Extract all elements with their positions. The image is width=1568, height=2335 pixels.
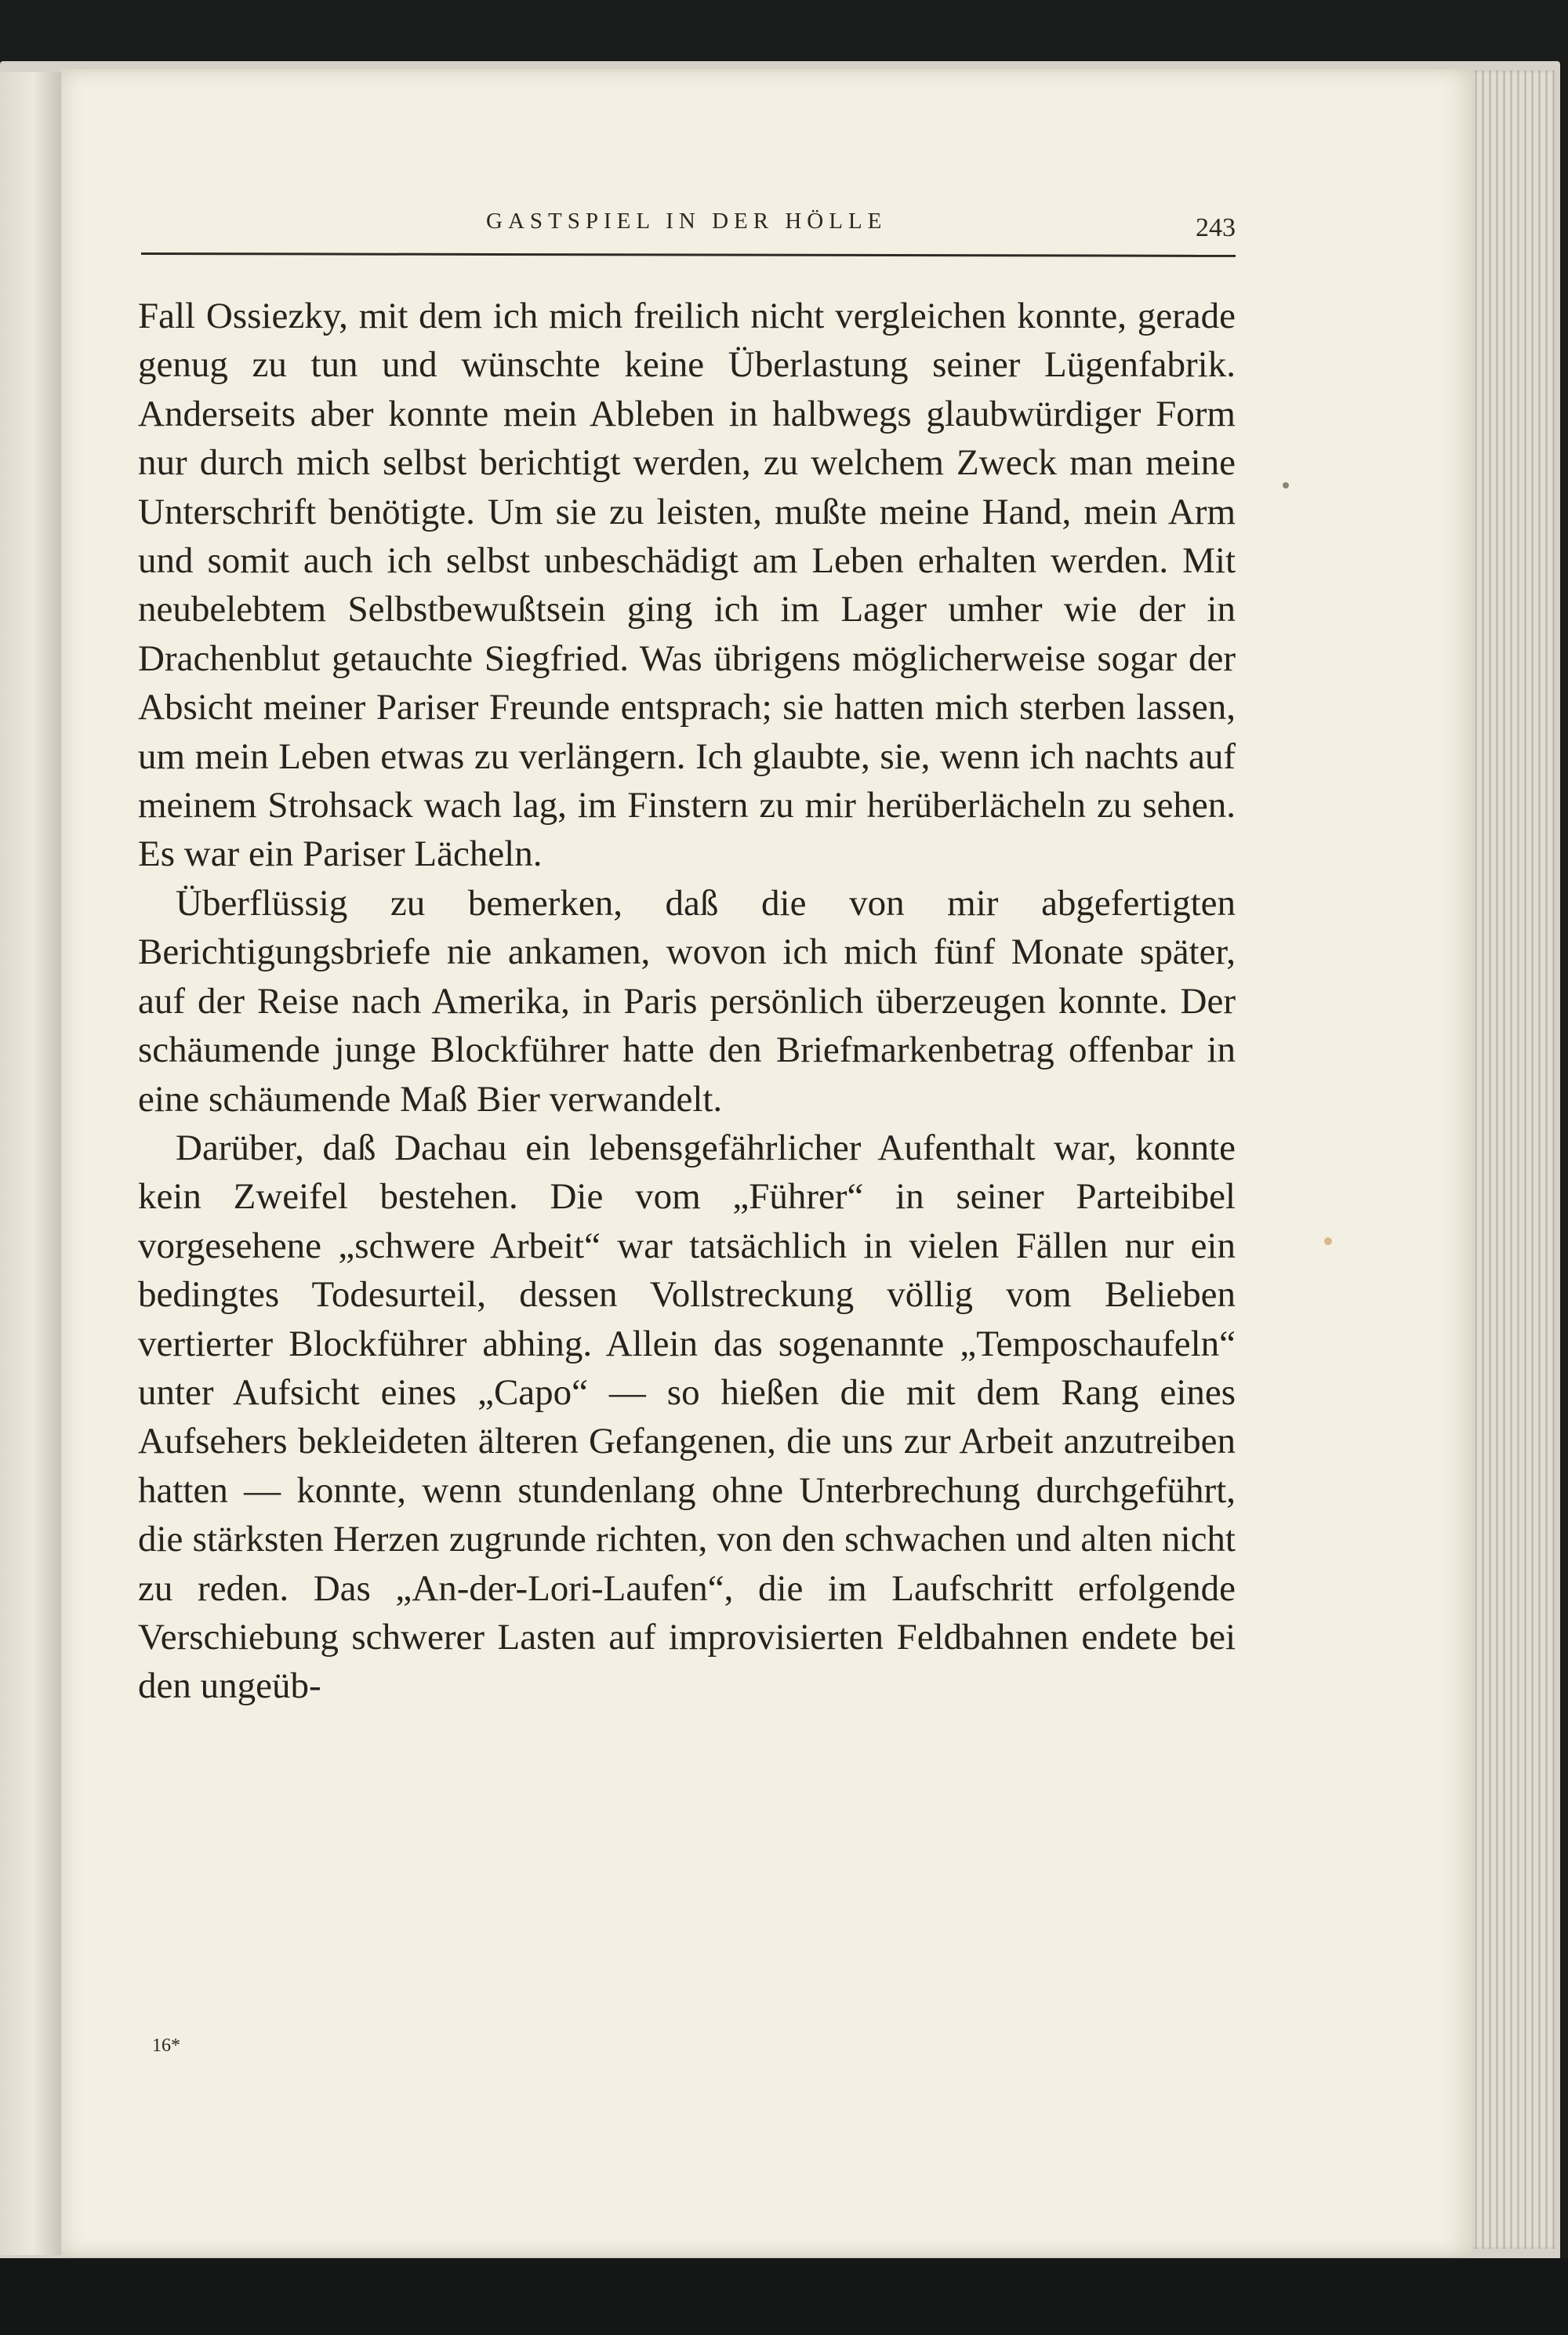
- ink-speck: [1324, 1237, 1332, 1245]
- paragraph: Darüber, daß Dachau ein lebensgefährlicher Aufenthalt war, konnte kein Zweifel bestehen. Die vom „Führer“ in seiner Parteibibel vorgesehene „schwere Arbeit“ war tatsächlich in vielen Fällen nur ein bedingtes Todesurteil, dessen Vollstreckung völlig vom Belieben vertierter Blockführer abhing. Allein das sogenannte „Temposchaufeln“ unter Aufsicht eines „Capo“ — so hießen die mit dem Rang eines Aufsehers bekleideten älteren Gefangenen, die uns zur Arbeit anzutreiben hatten — konnte, wenn stundenlang ohne Unterbrechung durchgeführt, die stärksten Herzen zugrunde richten, von den schwachen und alten nicht zu reden. Das „An-der-Lori-Laufen“, die im Laufschritt erfolgende Verschiebung schwerer Lasten auf improvisierten Feldbahnen endete bei den ungeüb-: [138, 1127, 1236, 1707]
- running-title: GASTSPIEL IN DER HÖLLE: [486, 209, 887, 234]
- page-stack-fore-edge: [1470, 71, 1555, 2249]
- left-page-edge: [0, 72, 61, 2255]
- ink-speck: [1283, 482, 1289, 488]
- body-text: [138, 292, 1236, 1711]
- running-head: [141, 205, 1236, 252]
- page-number: 243: [1196, 213, 1236, 242]
- scanner-background-bottom: [0, 2258, 1568, 2335]
- scanner-background-top: [0, 0, 1568, 66]
- paragraph: Überflüssig zu bemerken, daß die von mir abgefertigten Berichtigungsbriefe nie ankamen, wovon ich mich fünf Monate später, auf der Reise nach Amerika, in Paris persönlich überzeugen konnte. Der schäumende junge Blockführer hatte den Briefmarkenbetrag offenbar in eine schäumende Maß Bier verwandelt.: [138, 882, 1236, 1120]
- signature-mark: 16*: [152, 2035, 180, 2056]
- paragraph: Fall Ossiezky, mit dem ich mich freilich nicht vergleichen konnte, gerade genug zu tun und wünschte keine Überlastung seiner Lügenfabrik. Anderseits aber konnte mein Ableben in halbwegs glaubwürdiger Form nur durch mich selbst berichtigt werden, zu welchem Zweck man meine Unterschrift benötigte. Um sie zu leisten, mußte meine Hand, mein Arm und somit auch ich selbst unbeschädigt am Leben erhalten werden. Mit neubelebtem Selbstbewußtsein ging ich im Lager umher wie der in Drachenblut getauchte Siegfried. Was übrigens möglicherweise sogar der Absicht meiner Pariser Freunde entsprach; sie hatten mich sterben lassen, um mein Leben etwas zu verlängern. Ich glaubte, sie, wenn ich nachts auf meinem Strohsack wach lag, im Finstern zu mir herüberlächeln zu sehen. Es war ein Pariser Lächeln.: [138, 296, 1236, 875]
